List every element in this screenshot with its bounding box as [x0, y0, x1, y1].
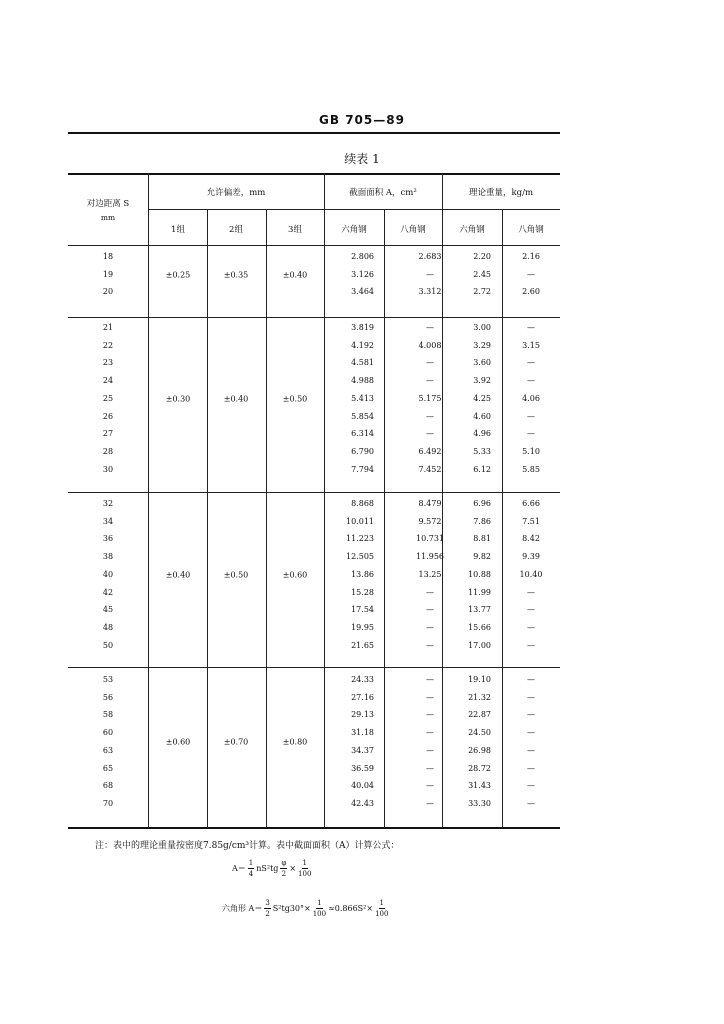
area-hex-value: 40.04	[351, 781, 374, 790]
tolerance-group2: ±0.50	[223, 570, 249, 580]
area-oct-value: —	[426, 270, 434, 279]
header-sub-rule	[148, 209, 560, 210]
weight-hex-value: 13.77	[468, 605, 491, 614]
weight-oct-value: —	[527, 412, 535, 421]
s-value: 53	[102, 675, 114, 684]
weight-hex-value: 2.45	[473, 270, 491, 279]
weight-oct-value: —	[527, 764, 535, 773]
group1-header: 1组	[171, 225, 185, 235]
area-oct-value: —	[426, 641, 434, 650]
table-note: 注：表中的理论重量按密度7.85g/cm³计算。表中截面面积（A）计算公式：	[95, 841, 400, 851]
area-oct-value: —	[426, 376, 434, 385]
area-oct-value: 2.683	[418, 252, 442, 261]
tolerance-header: 允许偏差，mm	[206, 188, 266, 198]
weight-oct-value: 5.10	[522, 447, 540, 456]
weight-oct-value: 7.51	[522, 517, 540, 526]
area-oct-value: —	[426, 605, 434, 614]
weight-oct-value: —	[527, 746, 535, 755]
formula1-frac-a-den: 4	[248, 870, 254, 878]
area-oct-header: 八角钢	[400, 225, 426, 235]
area-hex-value: 24.33	[351, 675, 374, 684]
formula2-frac-c	[375, 898, 388, 919]
weight-oct-value: 2.60	[522, 287, 540, 296]
weight-oct-value: —	[527, 429, 535, 438]
group-rule-2	[68, 492, 560, 493]
formula2-frac-c-den: 100	[375, 910, 389, 918]
tolerance-group3: ±0.40	[282, 270, 308, 280]
tolerance-group1: ±0.30	[165, 394, 191, 404]
s-value: 56	[102, 693, 114, 702]
group-rule-1	[68, 317, 560, 318]
weight-oct-value: —	[527, 588, 535, 597]
area-oct-value: —	[426, 781, 434, 790]
weight-oct-value: —	[527, 323, 535, 332]
s-value: 42	[102, 588, 114, 597]
area-hex-value: 12.505	[346, 552, 374, 561]
area-hex-value: 21.65	[351, 641, 374, 650]
weight-hex-value: 11.99	[468, 588, 491, 597]
standard-header: GB 705—89	[319, 113, 405, 127]
col-rule-s	[148, 173, 149, 828]
weight-hex-value: 22.87	[468, 710, 491, 719]
weight-hex-value: 26.98	[468, 746, 491, 755]
area-oct-value: 3.312	[418, 287, 442, 296]
tolerance-group1: ±0.25	[165, 270, 191, 280]
weight-oct-value: 6.66	[522, 499, 540, 508]
area-hex-value: 36.59	[351, 764, 374, 773]
area-oct-value: —	[426, 675, 434, 684]
formula2-frac-b	[313, 898, 326, 919]
tolerance-group1: ±0.40	[165, 570, 191, 580]
area-hex-value: 15.28	[351, 588, 374, 597]
area-hex-value: 19.95	[351, 623, 374, 632]
weight-hex-value: 33.30	[468, 799, 491, 808]
weight-hex-value: 2.20	[473, 252, 491, 261]
formula1-lhs: A＝	[232, 864, 246, 873]
area-oct-value: 4.008	[418, 341, 442, 350]
weight-oct-value: 5.85	[522, 465, 540, 474]
area-hex-value: 10.011	[346, 517, 374, 526]
col-rule-g1	[207, 209, 208, 828]
formula2-approx: ≈0.866S²×	[328, 904, 374, 913]
area-oct-value: —	[426, 764, 434, 773]
s-value: 36	[102, 534, 114, 543]
area-oct-value: —	[426, 358, 434, 367]
s-value: 68	[102, 781, 114, 790]
area-hex-value: 4.192	[351, 341, 374, 350]
area-oct-value: 9.572	[418, 517, 442, 526]
group-rule-3	[68, 667, 560, 668]
formula1-frac-phi	[280, 858, 287, 879]
weight-hex-value: 3.60	[473, 358, 491, 367]
weight-oct-value: 10.40	[519, 570, 543, 579]
area-formula-hexagon	[222, 898, 390, 919]
weight-oct-value: —	[527, 693, 535, 702]
weight-oct-value: —	[527, 358, 535, 367]
weight-hex-value: 10.88	[468, 570, 491, 579]
weight-oct-value: —	[527, 641, 535, 650]
weight-oct-value: —	[527, 270, 535, 279]
weight-hex-value: 7.86	[473, 517, 491, 526]
s-value: 58	[102, 710, 114, 719]
tolerance-group3: ±0.80	[282, 737, 308, 747]
area-oct-value: —	[426, 323, 434, 332]
formula2-mid: S²tg30°×	[272, 904, 311, 913]
s-value: 22	[102, 341, 114, 350]
area-hex-value: 4.988	[351, 376, 374, 385]
area-hex-value: 27.16	[351, 693, 374, 702]
col-rule-areasec	[442, 173, 443, 828]
formula2-lhs: 六角形 A＝	[222, 904, 263, 913]
tolerance-group2: ±0.40	[223, 394, 249, 404]
area-hex-value: 17.54	[351, 605, 374, 614]
area-hex-value: 29.13	[351, 710, 374, 719]
weight-hex-value: 28.72	[468, 764, 491, 773]
tolerance-group2: ±0.70	[223, 737, 249, 747]
formula1-frac-phi-den: 2	[281, 870, 287, 878]
s-value: 19	[102, 270, 114, 279]
header-bottom-rule	[68, 245, 560, 246]
weight-oct-value: —	[527, 781, 535, 790]
area-hex-value: 5.854	[351, 412, 374, 421]
weight-hex-value: 4.60	[473, 412, 491, 421]
s-value: 34	[102, 517, 114, 526]
formula2-frac-a	[264, 898, 270, 919]
area-hex-value: 4.581	[351, 358, 374, 367]
weight-hex-value: 3.00	[473, 323, 491, 332]
area-hex-value: 3.464	[351, 287, 374, 296]
weight-oct-value: 2.16	[522, 252, 540, 261]
s-value: 21	[102, 323, 114, 332]
tolerance-group2: ±0.35	[223, 270, 249, 280]
formula1-frac-b-num: 1	[302, 859, 307, 867]
area-oct-value: 8.479	[418, 499, 442, 508]
weight-oct-value: —	[527, 710, 535, 719]
tolerance-group3: ±0.50	[282, 394, 308, 404]
tolerance-group3: ±0.60	[282, 570, 308, 580]
area-hex-value: 3.819	[351, 323, 374, 332]
s-value: 28	[102, 447, 114, 456]
area-header: 截面面积 A，cm²	[349, 188, 417, 198]
area-hex-value: 42.43	[351, 799, 374, 808]
area-hex-value: 6.790	[351, 447, 374, 456]
s-value: 24	[102, 376, 114, 385]
area-hex-value: 5.413	[351, 394, 374, 403]
weight-hex-value: 5.33	[473, 447, 491, 456]
weight-oct-value: —	[527, 799, 535, 808]
area-hex-value: 6.314	[351, 429, 374, 438]
area-oct-value: 13.25	[418, 570, 442, 579]
area-oct-value: —	[426, 728, 434, 737]
weight-hex-value: 8.81	[473, 534, 491, 543]
weight-hex-value: 3.29	[473, 341, 491, 350]
area-hex-value: 31.18	[351, 728, 374, 737]
formula1-frac-b-den: 100	[298, 870, 312, 878]
table-top-rule	[68, 173, 560, 175]
formula2-frac-b-den: 100	[312, 910, 327, 918]
s-value: 45	[102, 605, 114, 614]
area-oct-value: 7.452	[418, 465, 442, 474]
col-rule-wt	[502, 209, 503, 828]
formula2-frac-a-den: 2	[265, 910, 270, 918]
col-rule-g2	[266, 209, 267, 828]
weight-oct-value: 8.42	[522, 534, 540, 543]
weight-oct-header: 八角钢	[518, 225, 544, 235]
area-oct-value: —	[426, 710, 434, 719]
weight-hex-value: 4.96	[473, 429, 491, 438]
area-oct-value: —	[426, 588, 434, 597]
group2-header: 2组	[229, 225, 243, 235]
s-value: 18	[102, 252, 114, 261]
s-value: 50	[102, 641, 114, 650]
area-oct-value: 5.175	[418, 394, 442, 403]
tolerance-group1: ±0.60	[165, 737, 191, 747]
weight-oct-value: —	[527, 605, 535, 614]
area-hex-value: 7.794	[351, 465, 374, 474]
weight-hex-value: 6.12	[473, 465, 491, 474]
s-value: 23	[102, 358, 114, 367]
weight-oct-value: —	[527, 376, 535, 385]
weight-oct-value: —	[527, 675, 535, 684]
area-oct-value: —	[426, 412, 434, 421]
s-value: 38	[102, 552, 114, 561]
s-value: 30	[102, 465, 114, 474]
weight-oct-value: 4.06	[522, 394, 540, 403]
s-value: 25	[102, 394, 114, 403]
area-hex-value: 34.37	[351, 746, 374, 755]
area-oct-value: 6.492	[418, 447, 442, 456]
area-hex-value: 13.86	[351, 570, 374, 579]
s-value: 65	[102, 764, 114, 773]
weight-hex-value: 3.92	[473, 376, 491, 385]
col-rule-tol	[324, 173, 325, 828]
table-bottom-rule	[68, 827, 560, 829]
s-column-label: 对边距离 S	[86, 199, 130, 209]
weight-hex-value: 21.32	[468, 693, 491, 702]
area-oct-value: —	[426, 623, 434, 632]
formula1-frac-a	[248, 858, 254, 879]
s-value: 26	[102, 412, 114, 421]
s-value: 70	[102, 799, 114, 808]
weight-hex-value: 17.00	[468, 641, 491, 650]
formula2-frac-b-num: 1	[317, 899, 322, 907]
area-oct-value: —	[426, 799, 434, 808]
s-value: 48	[102, 623, 114, 632]
weight-oct-value: —	[527, 623, 535, 632]
area-hex-value: 2.806	[351, 252, 374, 261]
s-column-unit: mm	[100, 213, 116, 222]
weight-hex-value: 9.82	[473, 552, 491, 561]
weight-hex-value: 6.96	[473, 499, 491, 508]
data-table	[68, 173, 560, 829]
formula1-frac-phi-num: φ	[281, 859, 287, 867]
header-rule	[68, 132, 560, 134]
formula2-frac-a-num: 3	[265, 899, 270, 907]
group3-header: 3组	[288, 225, 302, 235]
s-value: 63	[102, 746, 114, 755]
weight-hex-value: 4.25	[473, 394, 491, 403]
s-value: 40	[102, 570, 114, 579]
weight-hex-value: 2.72	[473, 287, 491, 296]
weight-hex-header: 六角钢	[459, 225, 485, 235]
formula1-mid: nS²tg	[256, 864, 279, 873]
area-oct-value: 11.956	[416, 552, 444, 561]
s-value: 20	[102, 287, 114, 296]
area-hex-header: 六角钢	[341, 225, 367, 235]
weight-oct-value: 3.15	[522, 341, 540, 350]
weight-hex-value: 31.43	[468, 781, 491, 790]
s-value: 60	[102, 728, 114, 737]
s-value: 32	[102, 499, 114, 508]
weight-hex-value: 15.66	[468, 623, 491, 632]
weight-oct-value: —	[527, 728, 535, 737]
area-oct-value: —	[426, 693, 434, 702]
weight-hex-value: 19.10	[468, 675, 491, 684]
col-rule-area	[384, 209, 385, 828]
formula1-times: ×	[289, 864, 297, 873]
area-hex-value: 3.126	[351, 270, 374, 279]
area-formula-general	[232, 858, 313, 879]
formula1-frac-b	[298, 858, 311, 879]
weight-hex-value: 24.50	[468, 728, 491, 737]
area-oct-value: 10.731	[416, 534, 444, 543]
table-caption: 续表 1	[344, 152, 380, 166]
area-oct-value: —	[426, 746, 434, 755]
formula2-frac-c-num: 1	[379, 899, 384, 907]
s-value: 27	[102, 429, 114, 438]
weight-header: 理论重量，kg/m	[468, 188, 534, 198]
area-hex-value: 8.868	[351, 499, 374, 508]
formula1-frac-a-num: 1	[248, 859, 254, 867]
weight-oct-value: 9.39	[522, 552, 540, 561]
area-hex-value: 11.223	[346, 534, 374, 543]
area-oct-value: —	[426, 429, 434, 438]
